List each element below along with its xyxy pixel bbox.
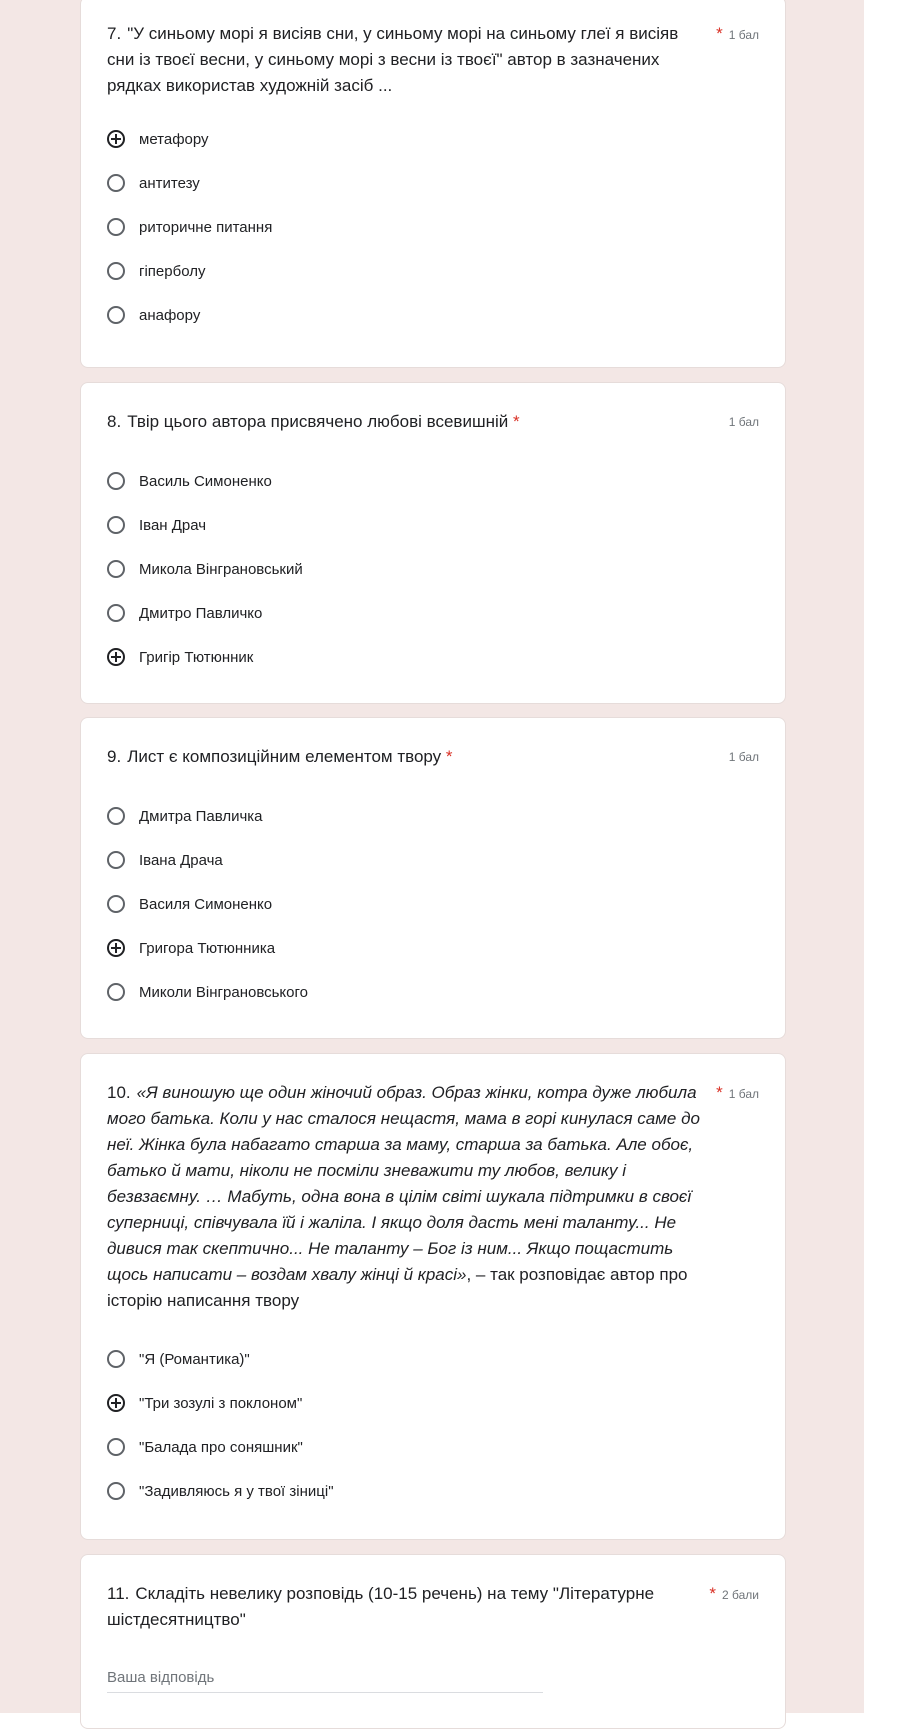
option-label: Григір Тютюнник [139,648,254,666]
radio-checked-icon[interactable] [107,1394,125,1412]
option-radio[interactable] [107,459,759,503]
option-label: анафору [139,306,201,324]
required-star: * [716,24,723,43]
options-list [107,1337,759,1513]
radio-checked-icon[interactable] [107,648,125,666]
option-radio[interactable] [107,1425,759,1469]
option-label: риторичне питання [139,218,273,236]
radio-icon[interactable] [107,1438,125,1456]
option-label: антитезу [139,174,200,192]
question-title [107,744,453,770]
question-card-11 [80,1554,786,1729]
option-label: Дмитро Павличко [139,604,263,622]
radio-icon[interactable] [107,1482,125,1500]
required-star: * [709,1584,717,1603]
question-quote-text: «Я виношую ще один жіночий образ. Образ жінки, котра дуже любила мого батька. Коли у нас сталося нещастя, мама в горі кинулася саме до неї. Жінка була набагато старша за маму, старша за батька. Але обоє, батько й мати, ніколи не посміли зневажити ту любов, велику і безвзаємну. … Мабуть, одна вона в цілім світі шукала підтримки в своєї суперниці, співчувала їй і жаліла. І якщо доля дасть мені таланту... Не дивися так скептично... Не таланту – Бог із ним... Якщо пощастить щось написати – воздам хвалу жінці й красі» [107,1083,700,1284]
points-label [716,1080,759,1107]
option-radio[interactable] [107,547,759,591]
option-label: Іван Драч [139,516,207,534]
option-radio[interactable] [107,926,759,970]
required-star: * [513,412,520,431]
question-title [107,21,706,99]
option-label: Івана Драча [139,851,223,869]
option-radio[interactable] [107,205,759,249]
question-card-10 [80,1053,786,1540]
points-label: 1 бал [728,415,759,429]
question-card-8 [80,382,786,704]
option-label: Григора Тютюнника [139,939,276,957]
question-number: 9. [107,747,122,766]
question-text-tail: , – так розповідає автор про історію написання твору [107,1265,688,1310]
option-label: Миколи Вінграновського [139,983,308,1001]
radio-icon[interactable] [107,516,125,534]
option-label: "Я (Романтика)" [139,1350,250,1368]
radio-icon[interactable] [107,262,125,280]
question-number: 7. [107,24,122,43]
options-list [107,459,759,679]
option-label: гіперболу [139,262,206,280]
radio-icon[interactable] [107,895,125,913]
radio-icon[interactable] [107,604,125,622]
points-value: 1 бал [728,1087,759,1101]
option-label: "Задивляюсь я у твої зіниці" [139,1482,334,1500]
radio-icon[interactable] [107,983,125,1001]
radio-checked-icon[interactable] [107,939,125,957]
points-value: 2 бали [722,1588,759,1602]
question-number: 8. [107,412,122,431]
radio-icon[interactable] [107,174,125,192]
radio-icon[interactable] [107,472,125,490]
radio-icon[interactable] [107,560,125,578]
options-list [107,117,759,337]
answer-placeholder: Ваша відповідь [107,1669,215,1686]
question-text: Твір цього автора присвячено любові всевишній [127,412,509,431]
question-title [107,409,520,435]
option-radio[interactable] [107,635,759,679]
question-text: "У синьому морі я висіяв сни, у синьому морі на синьому глеї я висіяв сни із твоєї весни, у синьому морі з весни із твоєї" автор в зазначених рядках використав художній засіб ... [107,24,679,95]
option-radio[interactable] [107,1381,759,1425]
question-card-7 [80,0,786,368]
options-list [107,794,759,1014]
question-title [107,1080,706,1314]
option-radio[interactable] [107,503,759,547]
answer-input[interactable] [107,1669,543,1693]
radio-icon[interactable] [107,306,125,324]
question-card-9 [80,717,786,1039]
option-radio[interactable] [107,1337,759,1381]
option-radio[interactable] [107,161,759,205]
option-label: "Балада про соняшник" [139,1438,303,1456]
question-text: Складіть невелику розповідь (10-15 речень) на тему "Літературне шістдесятництво" [107,1584,655,1629]
question-number: 11. [107,1584,130,1603]
radio-icon[interactable] [107,851,125,869]
radio-icon[interactable] [107,807,125,825]
points-label: 1 бал [728,750,759,764]
radio-icon[interactable] [107,218,125,236]
option-radio[interactable] [107,882,759,926]
option-label: Василя Симоненко [139,895,273,913]
points-label [709,1581,759,1608]
option-radio[interactable] [107,591,759,635]
option-radio[interactable] [107,838,759,882]
radio-checked-icon[interactable] [107,130,125,148]
option-radio[interactable] [107,293,759,337]
points-label [716,21,759,48]
points-value: 1 бал [728,28,759,42]
question-number: 10. [107,1083,131,1102]
required-star: * [445,747,453,766]
question-text: Лист є композиційним елементом твору [127,747,442,766]
option-label: "Три зозулі з поклоном" [139,1394,303,1412]
option-radio[interactable] [107,1469,759,1513]
option-radio[interactable] [107,794,759,838]
option-radio[interactable] [107,249,759,293]
required-star: * [716,1083,723,1102]
option-label: Дмитра Павличка [139,807,263,825]
radio-icon[interactable] [107,1350,125,1368]
option-radio[interactable] [107,117,759,161]
option-radio[interactable] [107,970,759,1014]
option-label: Микола Вінграновський [139,560,303,578]
question-title [107,1581,699,1633]
option-label: Василь Симоненко [139,472,272,490]
option-label: метафору [139,130,209,148]
